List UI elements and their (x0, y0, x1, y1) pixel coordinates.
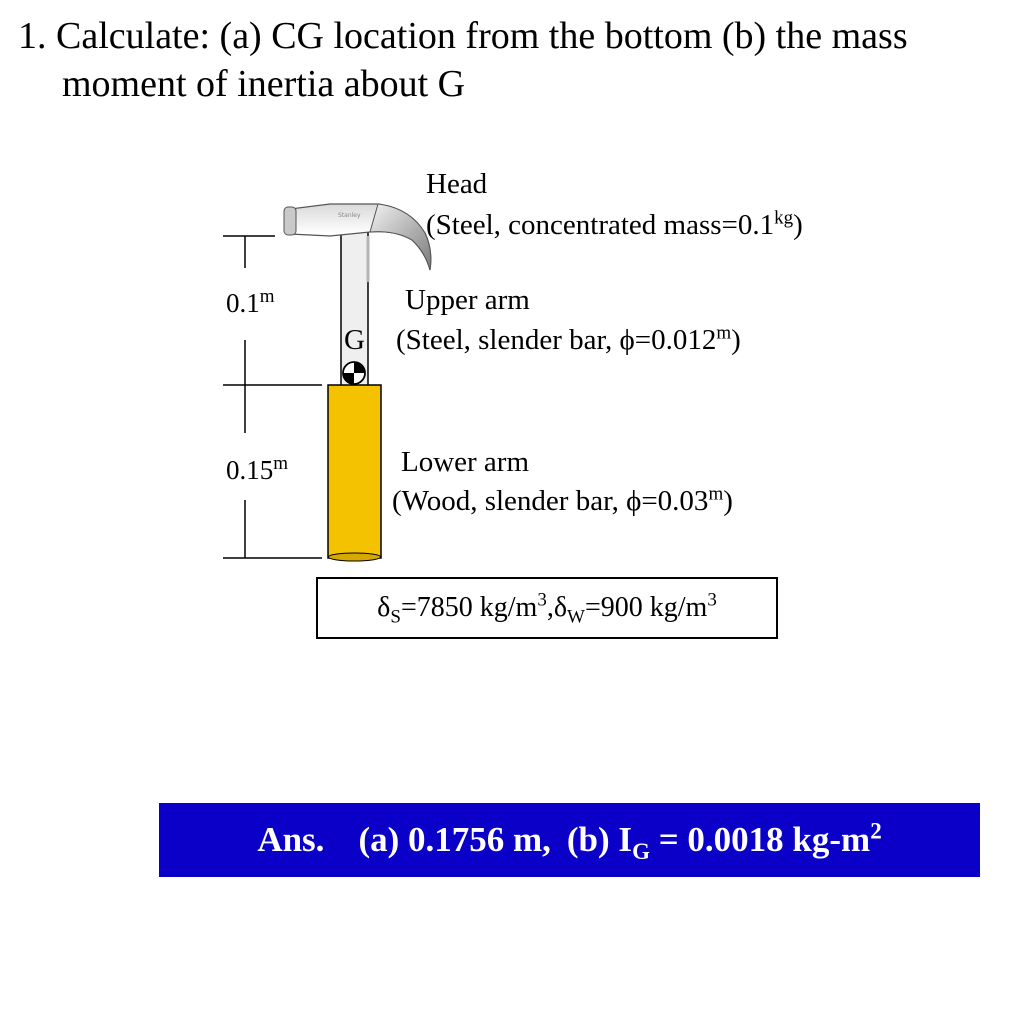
density-steel: $\delta_S=7850$ $kg/m^3$ (377, 589, 547, 628)
dimension-lower: 0.15$^m$ (226, 453, 289, 485)
cg-symbol (343, 362, 365, 384)
head-description: (Steel, concentrated $mass=0.1^{kg}$) (426, 207, 803, 241)
upper-arm-title: Upper arm (405, 284, 530, 316)
cg-label: G (344, 324, 365, 356)
lower-arm-bar (328, 385, 381, 558)
dimension-upper: 0.1$^m$ (226, 286, 275, 318)
head-title: Head (426, 168, 488, 200)
answer-banner (159, 803, 980, 877)
lower-arm-title: Lower arm (401, 446, 530, 478)
problem-line-2: moment of inertia about G (62, 63, 466, 105)
density-wood: $\delta_W=900$ $kg/m^3$ (553, 589, 717, 628)
upper-arm-description: (Steel, slender bar, $\phi=0.012^m$) (396, 322, 741, 356)
density-box: $\delta_S=7850$ $kg/m^3$ , $\delta_W=900$ $kg/m^3$ (316, 577, 778, 639)
dimension-lines (223, 236, 322, 558)
answer-part-b: (b) $I_G = 0.0018$ $kg-m^2$ (566, 818, 882, 864)
svg-text:Stanley: Stanley (338, 212, 361, 219)
answer-part-a: (a) 0.1756 m, (358, 820, 551, 859)
lower-arm-description: (Wood, slender bar, $\phi=0.03^m$) (392, 483, 733, 517)
answer-prefix: Ans. (257, 820, 325, 859)
lower-arm-base (329, 553, 381, 561)
problem-line-1: 1. Calculate: (a) CG location from the bottom (b) the mass (18, 15, 908, 57)
